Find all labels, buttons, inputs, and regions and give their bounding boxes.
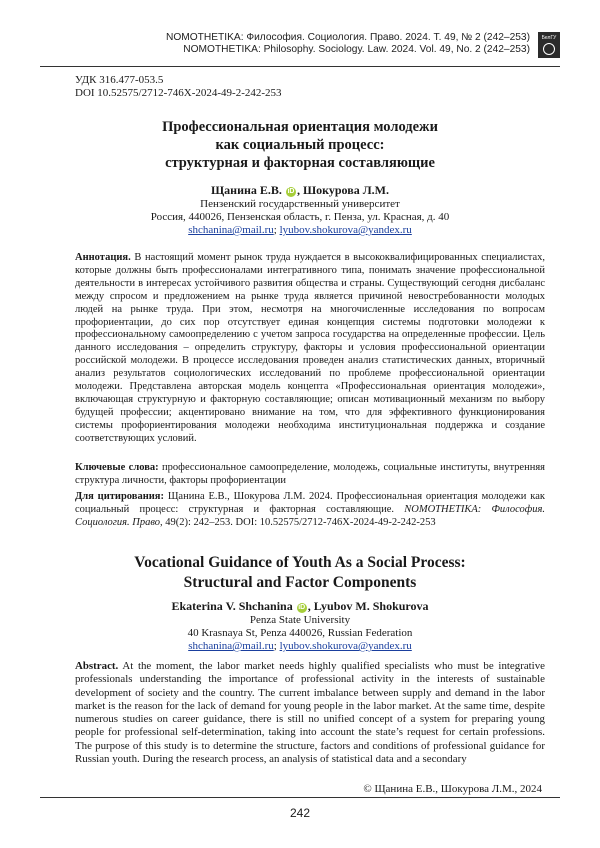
email-link[interactable]: lyubov.shokurova@yandex.ru (279, 640, 412, 652)
page-number: 242 (289, 806, 311, 820)
journal-citation-header (166, 32, 530, 56)
email-separator: ; (273, 640, 280, 652)
affiliation-en (0, 614, 600, 653)
title-ru-line: Профессиональная ориентация молодежи (162, 119, 438, 135)
institution-name: Пензенский государственный университет (200, 198, 400, 210)
orcid-icon[interactable]: iD (298, 604, 306, 611)
abstract-ru (75, 252, 545, 446)
logo-text: БелГУ (541, 35, 557, 41)
title-en-line: Vocational Guidance of Youth As a Social Process: (134, 554, 466, 571)
citation-text: Щанина Е.В., Шокурова Л.М. 2024. Профессиональная ориентация молодежи как социальный процесс: структурная и факторная составляющие. (75, 491, 545, 515)
keywords-text: профессиональное самоопределение, молодежь, социальные институты, внутренняя структура личности, факторы профориентации (75, 462, 545, 486)
email-separator: ; (273, 224, 280, 236)
title-en-line: Structural and Factor Components (183, 574, 417, 591)
author-name: , Шокурова Л.М. (296, 183, 389, 197)
abstract-text: В настоящий момент рынок труда нуждается в высококвалифицированных специалистах, которые должны быть профессионалами интегративного типа, понимать значение профессиональной деятельности в интересах устойчивого развития общества и страны. Существующий сегодня дисбаланс между спросом и предложением на рынке труда является причиной невостребованности молодых людей на рынке труда. При этом, несмотря на многочисленные исследования по вопросам профориентации, до сих пор отсутствует единая концепция системы подготовки молодежи к профессиональному самоопределению с учетом запроса государства на определенные профессии. Цель данного исследования – определить структуру, факторы и условия профессиональной ориентации российской молодежи. В процессе исследования проведен анализ статистических данных, вторичный анализ результатов социологических исследований по проблеме профессиональной ориентации молодежи. Представлена авторская модель концепта «Профессиональная ориентация молодежи», включающая структурную и факторную составляющие; описан мотивационный механизм по выбору будущей профессии; акцентировано внимание на том, что для эффективного функционирования системы профориентирования молодежи необходима институциональная поддержка и создание соответствующих условий. (75, 252, 545, 444)
affiliation-ru (0, 198, 600, 237)
institution-address: Россия, 440026, Пензенская область, г. Пенза, ул. Красная, д. 40 (150, 211, 450, 223)
email-link[interactable]: lyubov.shokurova@yandex.ru (279, 224, 412, 236)
email-list (0, 224, 600, 237)
citation-tail: 49(2): 242–253. DOI: 10.52575/2712-746X-2024-49-2-242-253 (162, 516, 436, 528)
authors-en (0, 599, 600, 614)
doi: DOI 10.52575/2712-746Х-2024-49-2-242-253 (75, 86, 282, 99)
udc-code: УДК 316.477-053.5 (75, 74, 164, 86)
citation-ru (75, 491, 545, 530)
email-list (0, 640, 600, 653)
institution-address: 40 Krasnaya St, Penza 440026, Russian Federation (187, 627, 413, 639)
citation-journal: NOMOTHETIKA: Философия. Социология. Право, (75, 503, 546, 528)
article-title-ru (60, 118, 540, 172)
abstract-label: Аннотация. (75, 252, 131, 263)
keywords-label: Ключевые слова: (75, 462, 159, 473)
header-line-en: NOMOTHETIKA: Philosophy. Sociology. Law. 2024. Vol. 49, No. 2 (242–253) (183, 44, 530, 55)
keywords-ru (75, 462, 545, 488)
article-identifiers (75, 74, 282, 99)
email-link[interactable]: shchanina@mail.ru (188, 640, 274, 652)
running-header (40, 32, 560, 62)
title-ru-line: структурная и факторная составляющие (165, 155, 435, 171)
logo-emblem-icon (543, 43, 555, 55)
institution-name: Penza State University (249, 614, 351, 626)
abstract-en (75, 660, 545, 766)
orcid-icon[interactable]: iD (287, 188, 295, 195)
author-name: Щанина Е.В. (211, 183, 282, 197)
journal-logo (538, 32, 560, 58)
copyright-notice: © Щанина Е.В., Шокурова Л.М., 2024 (363, 783, 542, 795)
header-divider (40, 66, 560, 67)
abstract-label: Abstract. (75, 660, 119, 672)
citation-label: Для цитирования: (75, 491, 164, 502)
authors-ru (0, 183, 600, 198)
email-link[interactable]: shchanina@mail.ru (188, 224, 274, 236)
title-ru-line: как социальный процесс: (215, 137, 385, 153)
author-name: , Lyubov M. Shokurova (307, 599, 429, 613)
author-name: Ekaterina V. Shchanina (171, 599, 293, 613)
abstract-text: At the moment, the labor market needs highly qualified specialists who must be integrative professionals understanding the importance of professional activity in the interests of sustainable development of society and the country. The current imbalance between supply and demand in the labor market is the reason for the lack of demand for young people in the labor market. At the same time, despite numerous studies on career guidance, there is still no unified concept of a system for preparing young people for professional self-determination, taking into account the state’s request for certain professions. The purpose of this study is to determine the structure, factors and conditions of professional guidance for Russian youth. During the research process, an analysis of statistical data and a secondary (75, 660, 545, 766)
article-title-en (60, 553, 540, 593)
footer-divider (40, 797, 560, 798)
header-line-ru: NOMOTHETIKA: Философия. Социология. Право. 2024. Т. 49, № 2 (242–253) (165, 32, 530, 43)
